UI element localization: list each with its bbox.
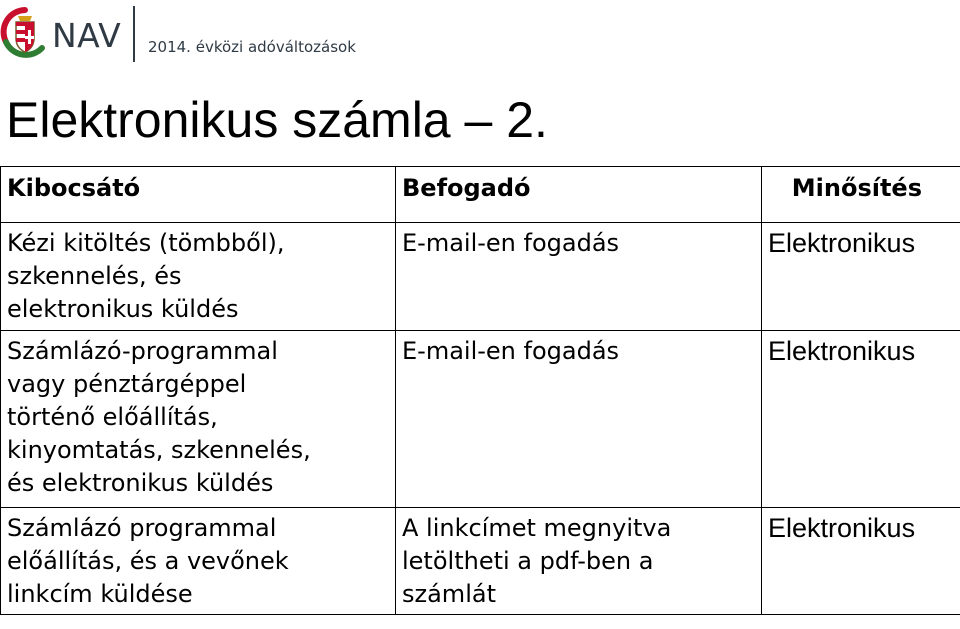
header-cell-issuer: Kibocsátó — [1, 167, 396, 223]
header-cell-rating: Minősítés — [762, 167, 960, 223]
cell-issuer: Számlázó-programmal vagy pénztárgéppel történő előállítás, kinyomtatás, szkennelés, és elektronikus küldés — [1, 331, 396, 508]
cell-receiver: A linkcímet megnyitva letöltheti a pdf-ben a számlát — [396, 508, 762, 615]
table-row — [1, 223, 960, 331]
header-divider — [133, 6, 135, 62]
nav-emblem-icon — [0, 4, 50, 64]
nav-logo — [0, 4, 126, 64]
table-row — [1, 331, 960, 508]
table-header-row — [1, 167, 960, 223]
cell-receiver: E-mail-en fogadás — [396, 223, 762, 331]
table-row — [1, 508, 960, 615]
header-cell-receiver: Befogadó — [396, 167, 762, 223]
invoice-table — [0, 166, 960, 615]
cell-receiver: E-mail-en fogadás — [396, 331, 762, 508]
cell-issuer: Kézi kitöltés (tömbből), szkennelés, és elektronikus küldés — [1, 223, 396, 331]
cell-rating: Elektronikus — [762, 508, 960, 615]
cell-issuer: Számlázó programmal előállítás, és a vevőnek linkcím küldése — [1, 508, 396, 615]
slide-header — [0, 0, 960, 72]
cell-rating: Elektronikus — [762, 223, 960, 331]
header-subtitle: 2014. évközi adóváltozások — [148, 38, 356, 56]
logo-text: NAV — [52, 16, 122, 55]
page-title: Elektronikus számla – 2. — [6, 92, 548, 148]
cell-rating: Elektronikus — [762, 331, 960, 508]
